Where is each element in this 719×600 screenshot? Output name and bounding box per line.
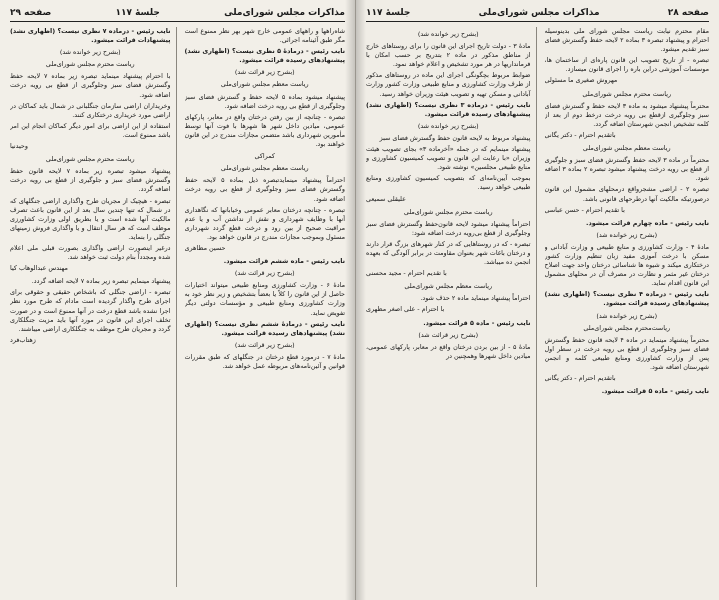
- centered-heading: ریاست محترم مجلس شورای‌ملی: [45, 60, 135, 69]
- paragraph: وخریداران اراضی سازمان جنگلبانی در شمال باید کماکان در اراضی مورد خریداری درختکاری کنند.: [10, 101, 171, 119]
- centered-heading: (بشرح زیر خوانده شد): [417, 30, 479, 38]
- journal-title: مذاکرات مجلس شورای‌ملی: [224, 8, 345, 18]
- signature: مهروش صغیری ما مسئولی: [544, 76, 618, 85]
- speaker-line: نایب رئیس - ماده ۵ قرائت میشود.: [601, 387, 709, 396]
- page-number: صفحه ۲۸: [667, 8, 709, 18]
- page-header: [366, 8, 709, 22]
- paragraph: استفاده از این اراضی برای امور دیگر کماکان انجام این امر باشد ممنوع است.: [10, 121, 171, 139]
- centered-heading: کمراکی: [254, 152, 275, 161]
- centered-heading: (بشرح زیر قرائت شد): [234, 68, 295, 77]
- paragraph: ضوابط مربوط بچگونگی اجرای این ماده در روستاهای مذکور از طرف وزارت کشاورزی و منابع طبیعی وزارت کشور وزارت آبادانی و مسکن تهیه و تصویب هیئت وزیران خواهد رسید.: [366, 71, 531, 98]
- gutter-shadow: [356, 0, 366, 600]
- speaker-line: نایب رئیس - ماده چهارم قرائت میشود.: [586, 218, 709, 227]
- centered-heading: (بشرح زیر قرائت شد): [234, 269, 295, 278]
- page-header: [10, 8, 345, 22]
- signature: با تقدیم احترام - مجید محسنی: [366, 269, 447, 278]
- paragraph: تبصره - چنانچه درختان معابر عمومی وخیابانها که نگاهداری آنها با وظایف شهرداری و نقش از نداشتن آب و یا عدم مراقبت صحیح از بین رود و درخت قطع گردد شهرداری مسئول وبموجب مجازات مندرج در قانون خواهد بود.: [184, 205, 345, 241]
- speaker-line: نایب رئیس - درماده ۷ نظری نیست؟ (اظهاری نشد) پیشنهادات قرائت میشود.: [10, 27, 171, 45]
- signature: وحیدنیا: [10, 142, 28, 151]
- journal-title: مذاکرات مجلس شورای‌ملی: [478, 8, 600, 18]
- signature: علیقلی سمیعی: [366, 194, 406, 203]
- centered-heading: (بشرح زیر خوانده شد): [596, 230, 658, 239]
- speaker-line: نایب رئیس - ماده ۵ قرائت میشود.: [423, 318, 531, 327]
- centered-heading: ریاست محترم مجلس شورای‌ملی: [45, 155, 135, 164]
- paragraph: پیشنهاد میشود تبصره زیر بماده ۷ لایحه قانون حفظ وگسترش فضای سبز و جلوگیری از قطع بی رویه درخت اضافه گردد.: [10, 167, 171, 194]
- paragraph: مادهٔ ۷ - درمورد قطع درختان در جنگلهای که طبق مقررات قوانین و آئین‌نامه‌های مربوطه عمل خواهد شد.: [184, 352, 345, 370]
- paragraph: پیشنهاد مینمایم تبصره زیر بماده ۷ لایحه اضافه گردد.: [31, 277, 171, 286]
- paragraph: درغیر اینصورت اراضی واگذاری بصورت قبلی ملی اعلام شده ومجدداً بنام دولت ثبت خواهد شد.: [10, 243, 171, 262]
- speaker-line: نایب رئیس - درمادهٔ ششم نظری نیست؟ (اظهاری نشد) پیشنهادهای رسیده قرائت میشود.: [184, 319, 345, 337]
- centered-heading: ریاست محترم مجلس شورای‌ملی: [582, 89, 672, 98]
- paragraph: محترماً پیشنهاد مینماید در ماده ۴ لایحه قانون حفظ وگسترش فضای سبز وجلوگیری از قطع بی رویه درخت در سطر اول پس از وزارت کشاورزی ومنابع طبیعی کلمه و انجمن شهرستان اضافه شود.: [544, 335, 709, 371]
- paragraph: پیشنهاد مینمایم که در جمله «آخرماده ۳» بجای تصویب هیئت وزیران «با رعایت این قانون و تصویب کمیسیون کشاورزی و منابع طبیعی مجلسین» نوشته شود.: [366, 145, 531, 172]
- speaker-line: نایب رئیس - درمادهٔ ۵ نظری نیست؟ (اظهاری نشد) پیشنهادهای رسیده قرائت میشود.: [184, 47, 345, 65]
- paragraph: احتراماً پیشنهاد مینماید ماده ۲ حذف شود.: [420, 294, 531, 303]
- paragraph: تبصره - هیچیک از مجریان طرح واگذاری اراضی جنگلهای که در شمال که تنها چندین سال بعد از این قانون باعث تصرف مالکیت آنها شده است و یا بطریق اولی وزارت کشاورزی موظف است که هر سال انتقال و یا واگذاری فروش زمینهای جنگلی را بنماید.: [10, 196, 171, 241]
- paragraph: بموجب آیین‌نامه‌ای که بتصویب کمیسیون کشاورزی ومنابع طبیعی خواهد رسید.: [366, 174, 531, 192]
- paragraph: مادهٔ ۶ - وزارت کشاورزی ومنابع طبیعی میتواند اختیارات حاصل از این قانون را کلاً یا بعضاً بتشخیص و زیر نظر خود به وزارت کشاورزی ومنابع طبیعی و مؤسسات دولتی دیگر تفویض نماید.: [184, 281, 345, 317]
- paragraph: تبصره - از تاریخ تصویب این قانون پاره‌ای از ساختمان ها، موسسات آموزشی دراین باره را اجرای قانون میسازد.: [544, 56, 709, 74]
- signature: زهتاب‌فرد: [10, 335, 36, 344]
- paragraph: محترماً در ماده ۳ لایحه حفظ وگسترش فضای سبز و جلوگیری از قطع بی رویه درخت پیشنهاد میشود تبصره ۲ بماده ۳ اضافه شود.: [544, 156, 709, 183]
- paragraph: با احترام پیشنهاد مینماید تبصره زیر بماده ۷ لایحه حفظ وگسترش فضای سبز وجلوگیری از قطع بی رویه درخت اضافه شود.: [10, 72, 171, 99]
- centered-heading: ریاست معظم مجلس شورای‌ملی: [404, 282, 493, 291]
- text-column-left: [10, 27, 177, 587]
- text-column-right: [185, 27, 346, 587]
- centered-heading: (بشرح زیر قرائت شد): [234, 340, 295, 349]
- signature: با احترام - علی اصغر مظهری: [366, 305, 445, 314]
- page-number: صفحه ۲۹: [10, 8, 52, 18]
- page-28: [356, 0, 719, 600]
- paragraph: پیشنهاد مربوط به لایحه قانون حفظ وگسترش فضای سبز: [379, 133, 531, 142]
- centered-heading: ریاست‌محترم مجلس شورای‌ملی: [583, 323, 671, 332]
- paragraph: مادهٔ ۴ - وزارت کشاورزی و منابع طبیعی و وزارت آبادانی و مسکن با درخت آموزی مفید زبان تنظیم وزارت کشور درختکاری میکند و شیوه ها شناسائی درختان واحد جهت اصلاح درختان غیر مثمر و نظارت در مصرف آن در محلهای مشمول این قانون اقدام نماید.: [544, 242, 709, 288]
- centered-heading: ریاست معظم مجلس شورای‌ملی: [220, 80, 309, 89]
- session-number: جلسهٔ ۱۱۷: [115, 8, 160, 18]
- paragraph: احتراماً پیشنهاد میشود لایحه قانون‌حفظ وگسترش فضای سبز وجلوگیری از قطع بی‌رویه درخت اضافه شود:: [366, 219, 531, 237]
- speaker-line: نایب رئیس - درماده ۴ نظری نیست؟ (اظهاری نشد) پیشنهادهای رسیده قرائت میشود.: [544, 290, 709, 308]
- speaker-line: نایب رئیس - درماده ۳ نظری نیست؟ (اظهاری نشد) پیشنهادهای رسیده قرائت میشود.: [366, 100, 531, 118]
- page-29: [0, 0, 356, 600]
- paragraph: شاه‌راهها و راههای عمومی خارج شهر بهر نظر ممنوع است مگر طبق آئینامه اجرائی.: [184, 27, 345, 45]
- centered-heading: ریاست محترم مجلس شورای‌ملی: [403, 207, 493, 216]
- signature: باتقدیم احترام - دکتر یگانی: [544, 374, 616, 383]
- paragraph: احتراماً پیشنهاد مینمایدتبصره ذیل بماده ۵ لایحه حفظ وگسترش فضای سبز وجلوگیری از قطع بی رویه درخت اضافه شود.: [184, 176, 345, 203]
- signature: حسین مظاهری: [184, 243, 226, 252]
- text-column-right: [545, 27, 710, 587]
- paragraph: تبصره - چنانچه از بین رفتن درختان واقع در معابر، پارکهای عمومی، میادین داخل شهر ها شهرها با فوت آنها توسط مأمورین شهرداری باشد متضمن مجازات مندرج در این قانون خواهند بود.: [184, 112, 345, 149]
- signature: با تقدیم احترام - حسن عباسی: [544, 205, 625, 214]
- session-number: جلسهٔ ۱۱۷: [366, 8, 411, 18]
- text-column-left: [366, 27, 537, 587]
- paragraph: مادهٔ ۵ - از بین بردن درختان واقع در معابر، پارکهای عمومی، میادین داخل شهرها وهمچنین در: [366, 342, 531, 360]
- centered-heading: (بشرح زیر خوانده شد): [59, 48, 121, 57]
- signature: باتقدیم احترام - دکتر یگانی: [544, 130, 616, 139]
- paragraph: مادهٔ ۳ - دولت تاریخ اجرای این قانون را برای روستاهای خارج از مناطق مذکور در ماده ۲ بتدریج بر حسب امکان با فرمانداریها در هر مورد تشخیص و اعلام خواهد نمود.: [366, 42, 531, 69]
- centered-heading: (بشرح زیر خوانده شد): [596, 311, 658, 320]
- centered-heading: ریاست معظم مجلس شورای‌ملی: [582, 144, 671, 153]
- paragraph: تبصره - اراضی جنگلی که باشخاص حقیقی و حقوقی برای اجرای طرح واگذار گردیده است مادام که طرح مورد نظر اجرا نشده باشد قطع درخت در آنها ممنوع است و در صورت تخلف اجرای این قانون در مورد آنها باید مزیت جنگلکاری گردد و مجریان طرح موظف به جنگلکاری اراضی میباشند.: [10, 288, 171, 333]
- speaker-line: نایب رئیس - ماده ششم قرائت میشود.: [223, 257, 345, 266]
- paragraph: تبصره ۲ - اراضی مشجرواقع درمحلهای مشمول این قانون درصورتیکه مالکیت آنها درطرحهای قانونی باشد.: [544, 185, 709, 203]
- paragraph: مقام محترم نیابت ریاست مجلس شورای ملی بدینوسیله احترام و پیشنهاد تبصره ۳ بماده ۲ لایحه حفظ وگسترش فضای سبز تقدیم میشود.: [544, 27, 709, 54]
- centered-heading: ریاست معظم مجلس شورای‌ملی: [220, 164, 309, 173]
- centered-heading: (بشرح زیر خوانده شد): [417, 121, 479, 130]
- centered-heading: (بشرح زیر قرائت شد): [418, 330, 479, 339]
- paragraph: پیشنهاد میشود بماده ۵ لایحه حفظ و گسترش فضای سبز وجلوگیری از قطع بی رویه درخت اضافه شود.: [184, 92, 345, 110]
- paragraph: محترماً پیشنهاد میشود به ماده ۳ لایحه حفظ و گسترش فضای سبز وجلوگیری ازقطع بی رویه درخت درخط دوم از بعد از کلمه تشخیص انجمن شهرستان اضافه گردد.: [544, 101, 709, 128]
- gutter-shadow: [345, 0, 355, 600]
- paragraph: تبصره - که در روستاهایی که در کنار شهرهای بزرگ قرار دارند و درختان باغات شهر بعنوان مقاومت در برابر آلودگی که بعهده انجمن ده میباشد.: [366, 239, 531, 267]
- signature: مهندس عبدالوهاب کیا: [10, 264, 68, 273]
